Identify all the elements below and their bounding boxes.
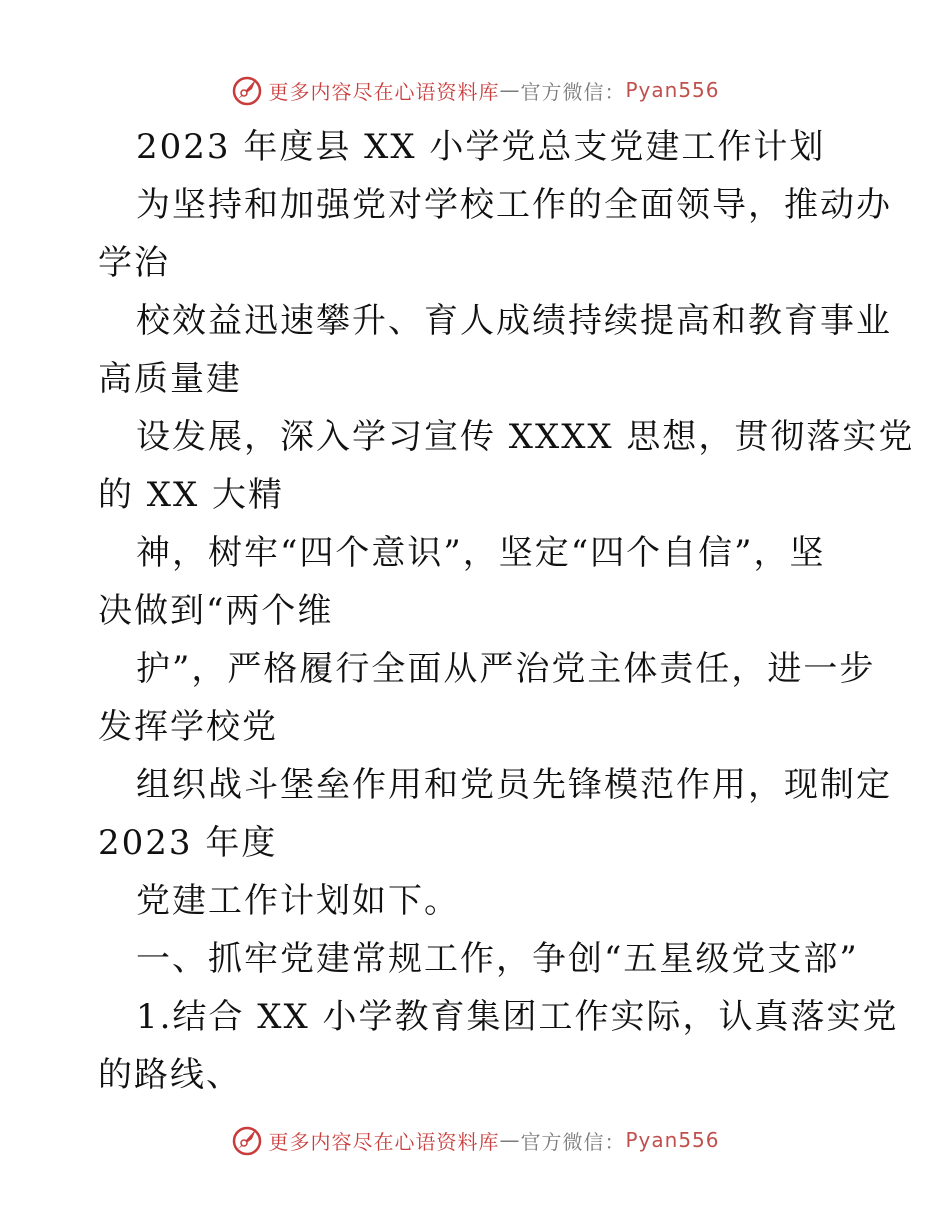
document-title: 2023 年度县 XX 小学党总支党建工作计划 — [136, 127, 826, 167]
footer-watermark — [0, 1122, 950, 1158]
quill-pen-logo-icon — [230, 73, 264, 107]
text-line: 的 XX 大精 — [98, 475, 285, 515]
text-line: 学治 — [98, 243, 170, 283]
text-line: 的路线、 — [98, 1055, 242, 1095]
watermark-wechat-id: Pyan556 — [625, 78, 720, 102]
document-body — [98, 118, 915, 1104]
text-line: 2023 年度 — [98, 823, 278, 863]
watermark-wechat-id: Pyan556 — [625, 1128, 720, 1152]
text-line: 高质量建 — [98, 359, 242, 399]
watermark-wechat-label: 官方微信： — [520, 1129, 626, 1154]
text-line: 组织战斗堡垒作用和党员先锋模范作用，现制定 — [136, 765, 892, 805]
text-line: 发挥学校党 — [98, 707, 278, 747]
text-line: 为坚持和加强党对学校工作的全面领导，推动办 — [136, 185, 892, 225]
quill-pen-logo-icon — [230, 1123, 264, 1157]
section-heading: 一、抓牢党建常规工作，争创“五星级党支部” — [136, 939, 859, 979]
header-watermark — [0, 72, 950, 108]
watermark-dash: — — [499, 78, 521, 102]
text-line: 护”，严格履行全面从严治党主体责任，进一步 — [136, 649, 876, 689]
watermark-text: 更多内容尽在心语资料库 — [268, 79, 500, 104]
watermark-wechat-label: 官方微信： — [520, 79, 626, 104]
text-line: 神，树牢“四个意识”，坚定“四个自信”，坚 — [136, 533, 826, 573]
text-line: 设发展，深入学习宣传 XXXX 思想，贯彻落实党 — [136, 417, 915, 457]
watermark-text: 更多内容尽在心语资料库 — [268, 1129, 500, 1154]
text-line: 1.结合 XX 小学教育集团工作实际，认真落实党 — [136, 997, 899, 1037]
text-line: 决做到“两个维 — [98, 591, 334, 631]
text-line: 党建工作计划如下。 — [136, 881, 460, 921]
text-line: 校效益迅速攀升、育人成绩持续提高和教育事业 — [136, 301, 892, 341]
watermark-dash: — — [499, 1128, 521, 1152]
